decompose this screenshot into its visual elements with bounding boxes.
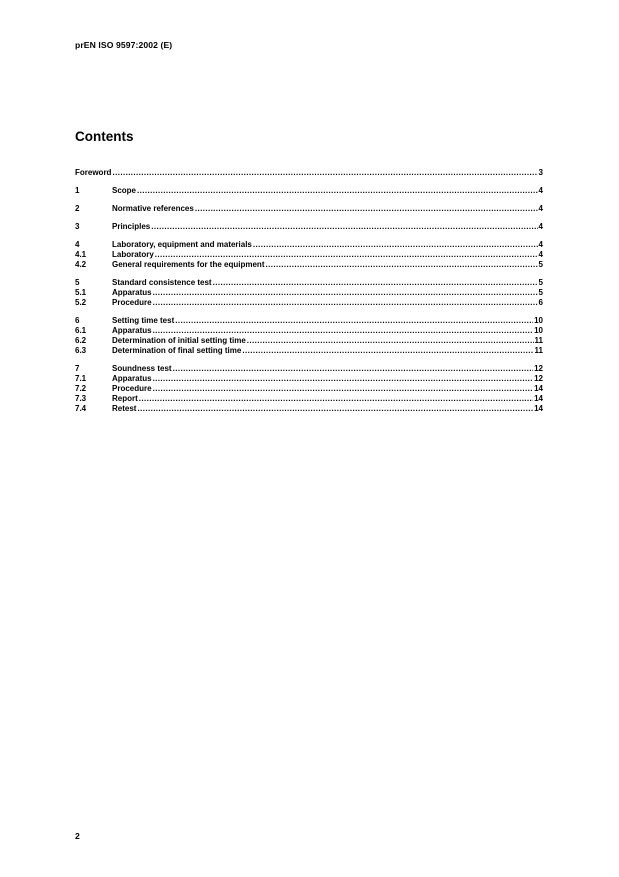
toc-entry-page: 10 <box>534 316 543 325</box>
toc-dot-leader <box>247 336 534 346</box>
toc-entry-label: Standard consistence test <box>112 278 212 287</box>
toc-entry-page: 14 <box>534 404 543 413</box>
toc-entry-page: 4 <box>538 240 543 249</box>
toc-entry-label: Scope <box>112 186 137 195</box>
toc-entry-page: 3 <box>538 168 543 177</box>
toc-dot-leader <box>242 346 533 356</box>
toc-entry-5[interactable] <box>75 278 543 288</box>
toc-entry-number: 4.1 <box>75 250 87 259</box>
toc-entry-page: 14 <box>534 384 543 393</box>
toc-entry-page: 10 <box>534 326 543 335</box>
toc-entry-label: Foreword <box>75 168 112 177</box>
toc-entry-6[interactable] <box>75 316 543 326</box>
toc-entry-1[interactable] <box>75 186 543 196</box>
toc-entry-page: 4 <box>538 204 543 213</box>
toc-entry-page: 5 <box>538 278 543 287</box>
toc-entry-7-3[interactable] <box>75 394 543 404</box>
toc-entry-label: Normative references <box>112 204 194 213</box>
toc-entry-number: 7 <box>75 364 80 373</box>
toc-entry-label: Apparatus <box>112 288 152 297</box>
toc-entry-page: 12 <box>534 374 543 383</box>
toc-entry-page: 4 <box>538 222 543 231</box>
toc-entry-6-3[interactable] <box>75 346 543 356</box>
toc-dot-leader <box>139 394 533 404</box>
toc-dot-leader <box>213 278 538 288</box>
toc-entry-7[interactable] <box>75 364 543 374</box>
toc-entry-page: 11 <box>534 346 543 355</box>
page-number: 2 <box>75 831 80 841</box>
toc-entry-number: 7.4 <box>75 404 87 413</box>
toc-entry-7-1[interactable] <box>75 374 543 384</box>
toc-entry-page: 12 <box>534 364 543 373</box>
toc-entry-number: 3 <box>75 222 80 231</box>
toc-entry-label: Soundness test <box>112 364 172 373</box>
toc-entry-4-2[interactable] <box>75 260 543 270</box>
toc-entry-label: Procedure <box>112 298 152 307</box>
toc-entry-label: Laboratory <box>112 250 154 259</box>
toc-entry-number: 6.3 <box>75 346 87 355</box>
toc-entry-page: 6 <box>538 298 543 307</box>
toc-entry-number: 6 <box>75 316 80 325</box>
toc-entry-7-4[interactable] <box>75 404 543 414</box>
toc-entry-label: Laboratory, equipment and materials <box>112 240 252 249</box>
toc-dot-leader <box>173 364 534 374</box>
toc-entry-label: Apparatus <box>112 326 152 335</box>
toc-entry-number: 6.2 <box>75 336 87 345</box>
toc-entry-number: 7.2 <box>75 384 87 393</box>
toc-entry-number: 5.1 <box>75 288 87 297</box>
contents-title: Contents <box>75 129 134 144</box>
toc-entry-page: 14 <box>534 394 543 403</box>
toc-entry-4[interactable] <box>75 240 543 250</box>
toc-entry-number: 7.3 <box>75 394 87 403</box>
toc-entry-label: Principles <box>112 222 151 231</box>
toc-entry-page: 5 <box>538 288 543 297</box>
toc-entry-label: Determination of final setting time <box>112 346 242 355</box>
toc-entry-label: Setting time test <box>112 316 175 325</box>
toc-entry-label: Retest <box>112 404 137 413</box>
document-id-header: prEN ISO 9597:2002 (E) <box>75 40 173 50</box>
toc-dot-leader <box>151 222 537 232</box>
toc-entry-page: 4 <box>538 250 543 259</box>
toc-entry-label: General requirements for the equipment <box>112 260 265 269</box>
toc-entry-4-1[interactable] <box>75 250 543 260</box>
toc-dot-leader <box>137 404 533 414</box>
toc-entry-2[interactable] <box>75 204 543 214</box>
toc-entry-5-2[interactable] <box>75 298 543 308</box>
toc-dot-leader <box>153 326 534 336</box>
toc-entry-number: 5 <box>75 278 80 287</box>
toc-entry-6-1[interactable] <box>75 326 543 336</box>
toc-entry-6-2[interactable] <box>75 336 543 346</box>
toc-dot-leader <box>175 316 533 326</box>
toc-entry-7-2[interactable] <box>75 384 543 394</box>
toc-entry-label: Apparatus <box>112 374 152 383</box>
toc-dot-leader <box>153 298 538 308</box>
toc-dot-leader <box>153 374 534 384</box>
toc-entry-page: 4 <box>538 186 543 195</box>
toc-entry-number: 1 <box>75 186 80 195</box>
toc-dot-leader <box>253 240 538 250</box>
toc-dot-leader <box>155 250 538 260</box>
toc-entry-page: 5 <box>538 260 543 269</box>
toc-entry-page: 11 <box>534 336 543 345</box>
toc-entry-number: 2 <box>75 204 80 213</box>
toc-entry-label: Procedure <box>112 384 152 393</box>
toc-dot-leader <box>195 204 538 214</box>
toc-dot-leader <box>265 260 537 270</box>
toc-entry-label: Determination of initial setting time <box>112 336 246 345</box>
toc-entry-3[interactable] <box>75 222 543 232</box>
toc-entry-foreword[interactable] <box>75 168 543 178</box>
toc-dot-leader <box>112 168 537 178</box>
toc-dot-leader <box>137 186 538 196</box>
toc-entry-number: 7.1 <box>75 374 87 383</box>
toc-dot-leader <box>153 288 538 298</box>
toc-entry-number: 5.2 <box>75 298 87 307</box>
toc-entry-number: 6.1 <box>75 326 87 335</box>
toc-entry-number: 4 <box>75 240 80 249</box>
toc-dot-leader <box>153 384 534 394</box>
toc-entry-number: 4.2 <box>75 260 87 269</box>
toc-entry-label: Report <box>112 394 138 403</box>
toc-entry-5-1[interactable] <box>75 288 543 298</box>
table-of-contents <box>75 168 543 414</box>
